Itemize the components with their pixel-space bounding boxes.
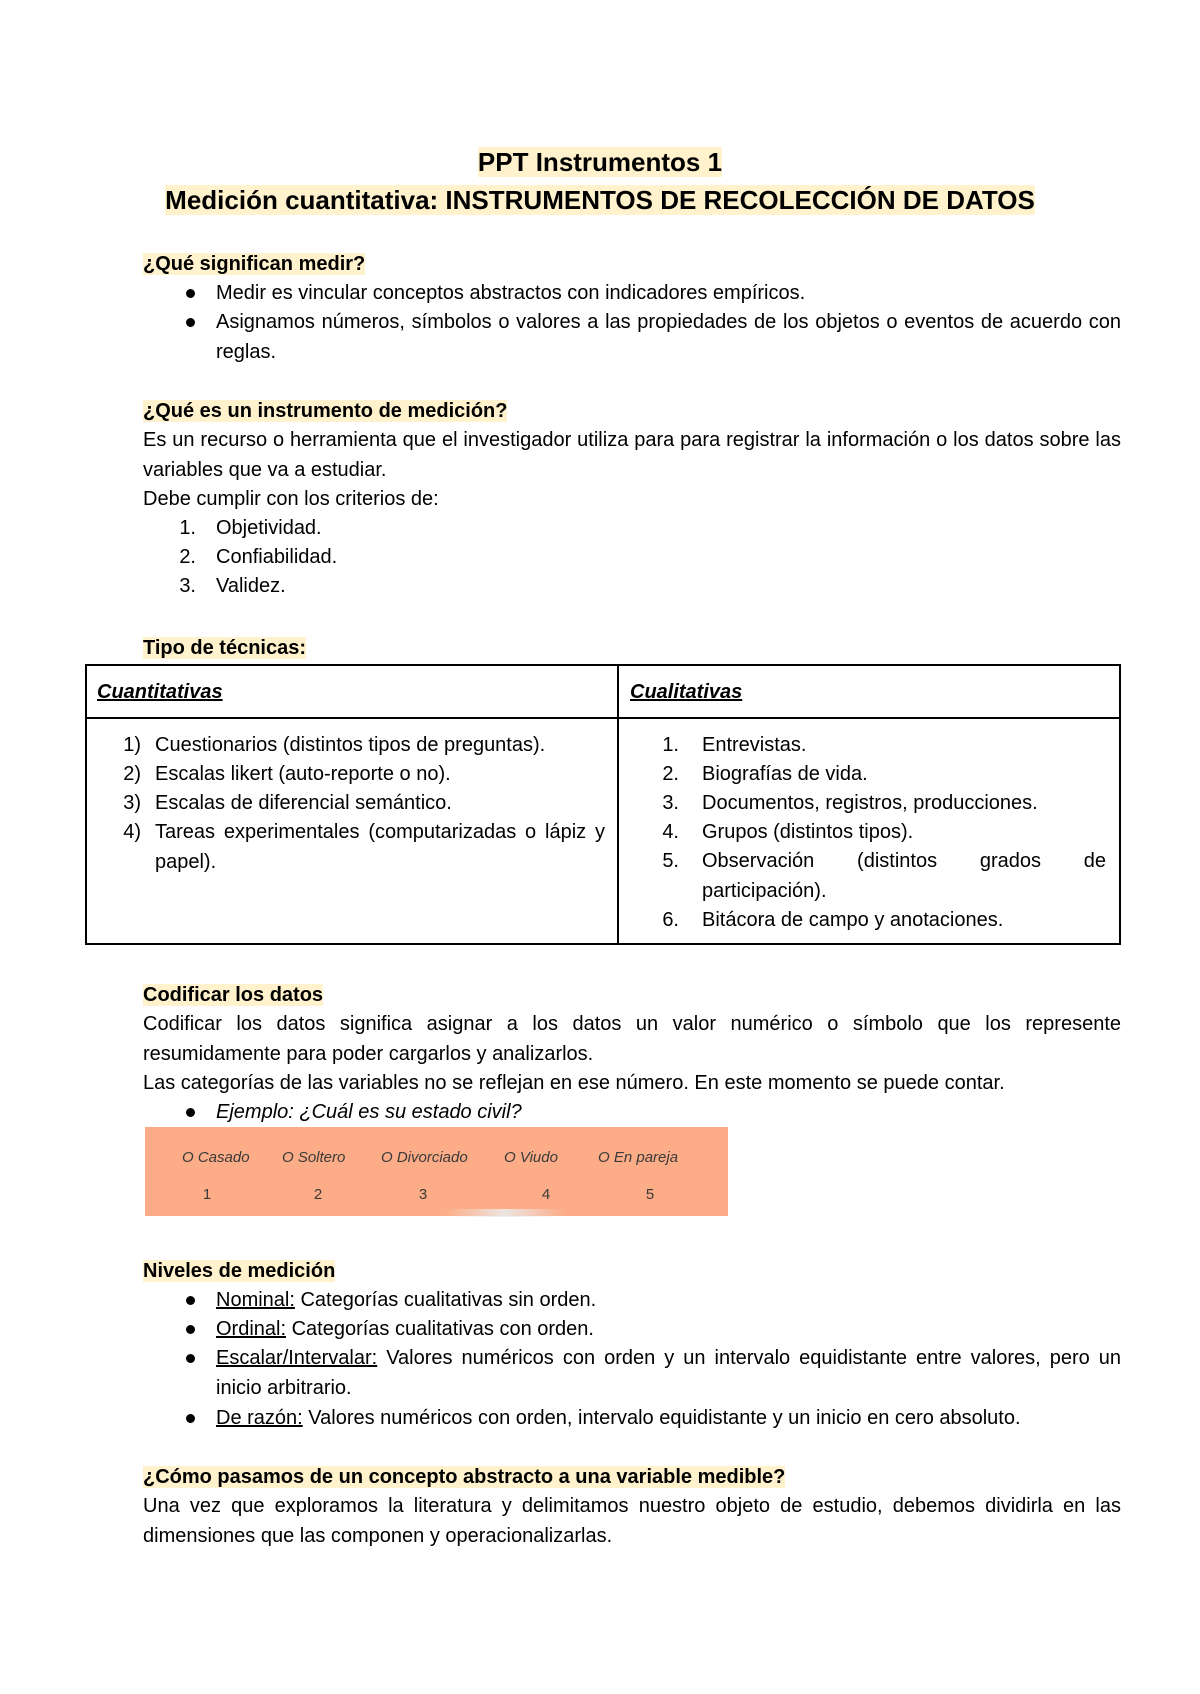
table-header-cuantitativas: Cuantitativas <box>97 681 223 703</box>
heading-codificar-datos: Codificar los datos <box>143 984 324 1006</box>
instrumento-paragraph: Es un recurso o herramienta que el investigador utiliza para para registrar la información o los datos sobre las variables que va a estudiar. <box>143 429 1121 481</box>
heading-concepto-abstracto: ¿Cómo pasamos de un concepto abstracto a una variable medible? <box>143 1466 786 1488</box>
example-option-label: O En pareja <box>598 1149 679 1166</box>
estado-civil-example-image <box>145 1127 728 1216</box>
medir-bullet-2: Asignamos números, símbolos o valores a las propiedades de los objetos o eventos de acuerdo con reglas. <box>216 311 1121 363</box>
bullet-dot <box>186 1325 195 1334</box>
bullet-dot <box>186 1354 195 1363</box>
cual-number: 5. <box>662 850 679 872</box>
example-option-value: 4 <box>541 1186 551 1203</box>
codificar-paragraph-1: Codificar los datos significa asignar a los datos un valor numérico o símbolo que los represente resumidamente para poder cargarlos y analizarlos. <box>143 1013 1121 1065</box>
criteria-item: Objetividad. <box>216 517 322 539</box>
example-option-label: O Viudo <box>504 1149 558 1166</box>
example-bullet: Ejemplo: ¿Cuál es su estado civil? <box>216 1101 522 1123</box>
criteria-number: 3. <box>179 575 196 597</box>
example-option-value: 1 <box>202 1186 212 1203</box>
example-option-label: O Divorciado <box>381 1149 468 1166</box>
cual-number: 3. <box>662 792 679 814</box>
document-subtitle: Medición cuantitativa: INSTRUMENTOS DE RECOLECCIÓN DE DATOS <box>165 185 1035 215</box>
cual-item: Observación (distintos grados de participación). <box>702 850 1106 902</box>
criteria-item: Confiabilidad. <box>216 546 338 568</box>
example-option-value: 3 <box>418 1186 428 1203</box>
cuant-number: 3) <box>123 792 141 814</box>
nivel-item-intervalar: Escalar/Intervalar: Valores numéricos con orden y un intervalo equidistante entre valores, pero un inicio arbitrario. <box>216 1347 1121 1399</box>
criteria-item: Validez. <box>216 575 286 597</box>
concepto-paragraph: Una vez que exploramos la literatura y delimitamos nuestro objeto de estudio, debemos dividirla en las dimensiones que las componen y operacionalizarlas. <box>143 1495 1121 1547</box>
document-title: PPT Instrumentos 1 <box>477 147 723 177</box>
table-header-divider <box>87 717 1119 719</box>
cuant-item: Cuestionarios (distintos tipos de preguntas). <box>155 734 546 756</box>
table-header-cualitativas: Cualitativas <box>630 681 743 703</box>
bullet-dot <box>186 1414 195 1423</box>
cual-number: 6. <box>662 909 679 931</box>
cuant-item: Escalas de diferencial semántico. <box>155 792 452 814</box>
heading-tipo-tecnicas: Tipo de técnicas: <box>143 637 307 659</box>
heading-niveles-medicion: Niveles de medición <box>143 1260 336 1282</box>
cual-item: Documentos, registros, producciones. <box>702 792 1038 814</box>
techniques-table <box>85 664 1121 945</box>
heading-que-significa-medir: ¿Qué significan medir? <box>143 253 366 275</box>
example-option-value: 2 <box>313 1186 323 1203</box>
cuant-number: 4) <box>123 821 141 843</box>
nivel-item-ordinal: Ordinal: Categorías cualitativas con orden. <box>216 1318 594 1340</box>
bullet-dot <box>186 318 195 327</box>
criteria-number: 1. <box>179 517 196 539</box>
cuant-number: 1) <box>123 734 141 756</box>
cual-item: Entrevistas. <box>702 734 807 756</box>
bullet-dot <box>186 1108 195 1117</box>
medir-bullet-1: Medir es vincular conceptos abstractos con indicadores empíricos. <box>216 282 806 304</box>
cual-item: Grupos (distintos tipos). <box>702 821 914 843</box>
heading-instrumento-medicion: ¿Qué es un instrumento de medición? <box>143 400 508 422</box>
nivel-item-razon: De razón: Valores numéricos con orden, intervalo equidistante y un inicio en cero absoluto. <box>216 1407 1021 1429</box>
criteria-intro: Debe cumplir con los criterios de: <box>143 488 439 510</box>
cual-number: 1. <box>662 734 679 756</box>
nivel-item-nominal: Nominal: Categorías cualitativas sin orden. <box>216 1289 597 1311</box>
cual-number: 2. <box>662 763 679 785</box>
bullet-dot <box>186 289 195 298</box>
cuant-item: Tareas experimentales (computarizadas o lápiz y papel). <box>155 821 605 873</box>
image-artifact <box>445 1209 565 1217</box>
cual-number: 4. <box>662 821 679 843</box>
example-option-label: O Casado <box>182 1149 250 1166</box>
example-option-label: O Soltero <box>282 1149 346 1166</box>
table-column-divider <box>617 666 619 943</box>
cuant-number: 2) <box>123 763 141 785</box>
cual-item: Biografías de vida. <box>702 763 868 785</box>
codificar-paragraph-2: Las categorías de las variables no se reflejan en ese número. En este momento se puede contar. <box>143 1072 1005 1094</box>
bullet-dot <box>186 1296 195 1305</box>
example-option-value: 5 <box>645 1186 655 1203</box>
cuant-item: Escalas likert (auto-reporte o no). <box>155 763 451 785</box>
cual-item: Bitácora de campo y anotaciones. <box>702 909 1004 931</box>
criteria-number: 2. <box>179 546 196 568</box>
